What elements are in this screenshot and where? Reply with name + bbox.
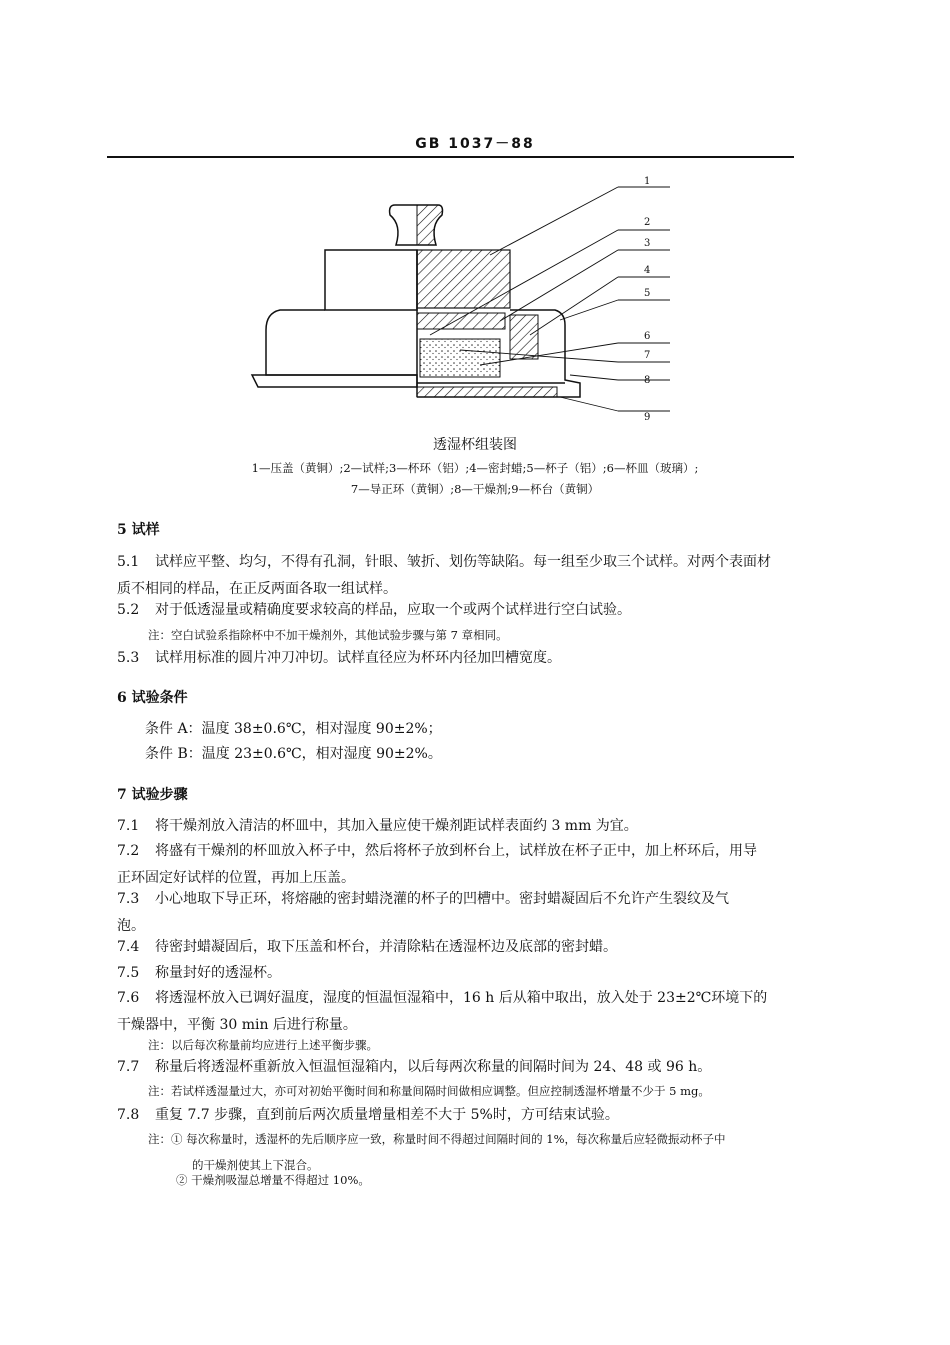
paragraph-7-4 [117, 934, 807, 961]
callout-5: 5 [644, 288, 651, 299]
clause-text: 对于低透湿量或精确度要求较高的样品，应取一个或两个试样进行空白试验。 [155, 602, 631, 618]
paragraph-5-3 [117, 645, 807, 672]
clause-number: 7.4 [117, 939, 140, 955]
standard-header: GB 1037－88 [415, 136, 535, 152]
section-6-title: 6 试验条件 [117, 690, 188, 706]
paragraph-7-7 [117, 1054, 807, 1081]
note-7-7: 注：若试样透湿量过大，亦可对初始平衡时间和称量间隔时间做相应调整。但应控制透湿杯增量不少于 5 mg。 [148, 1084, 710, 1098]
desiccant-section [420, 339, 500, 377]
wax-section [510, 315, 538, 359]
clause-number: 7.8 [117, 1107, 140, 1123]
note-text-cont: 的干燥剂使其上下混合。 [192, 1158, 319, 1172]
callout-4: 4 [644, 265, 651, 276]
clause-text: 将盛有干燥剂的杯皿放入杯子中，然后将杯子放到杯台上，试样放在杯子正中，加上杯环后，用导 [155, 843, 757, 859]
cup-assembly-figure [230, 175, 700, 423]
callout-7: 7 [644, 350, 651, 361]
clause-text: 将干燥剂放入清洁的杯皿中，其加入量应使干燥剂距试样表面约 3 mm 为宜。 [155, 818, 638, 834]
clause-number: 7.5 [117, 965, 140, 981]
paragraph-7-1 [117, 813, 807, 840]
note-7-6: 注：以后每次称量前均应进行上述平衡步骤。 [148, 1038, 378, 1052]
ring-section [417, 313, 505, 329]
callout-6: 6 [644, 331, 651, 342]
paragraph-7-3 [117, 886, 807, 940]
clause-text: 小心地取下导正环，将熔融的密封蜡浇灌的杯子的凹槽中。密封蜡凝固后不允许产生裂纹及气 [155, 891, 729, 907]
note-5-2: 注：空白试验系指除杯中不加干燥剂外，其他试验步骤与第 7 章相同。 [148, 628, 508, 642]
clause-number: 5.2 [117, 602, 140, 618]
condition-a: 条件 A：温度 38±0.6℃，相对湿度 90±2%； [145, 721, 442, 737]
clause-number: 7.1 [117, 818, 140, 834]
clause-text: 称量后将透湿杯重新放入恒温恒湿箱内，以后每两次称量的间隔时间为 24、48 或 96 h。 [155, 1059, 712, 1075]
paragraph-5-2 [117, 597, 807, 624]
clause-number: 5.1 [117, 554, 140, 570]
paragraph-5-1 [117, 549, 807, 603]
clause-text: 试样用标准的圆片冲刀冲切。试样直径应为杯环内径加凹槽宽度。 [155, 650, 561, 666]
figure-caption: 透湿杯组装图 [433, 437, 517, 453]
callout-3: 3 [644, 238, 651, 249]
section-7-title: 7 试验步骤 [117, 787, 188, 803]
callout-1: 1 [644, 176, 651, 187]
note-text: 注：① 每次称量时，透湿杯的先后顺序应一致，称量时间不得超过间隔时间的 1%，每次称量后应轻微振动杯子中 [148, 1132, 726, 1146]
knob-section [417, 205, 443, 245]
figure-legend-line-2: 7—导正环（黄铜）;8—干燥剂;9—杯台（黄铜） [350, 482, 600, 496]
clause-number: 5.3 [117, 650, 140, 666]
lid-section [417, 250, 510, 308]
clause-number: 7.2 [117, 843, 140, 859]
callout-8: 8 [644, 375, 651, 386]
clause-text: 待密封蜡凝固后，取下压盖和杯台，并清除粘在透湿杯边及底部的密封蜡。 [155, 939, 617, 955]
clause-number: 7.6 [117, 990, 140, 1006]
callout-9: 9 [644, 412, 651, 423]
clause-text: 试样应平整、均匀，不得有孔洞，针眼、皱折、划伤等缺陷。每一组至少取三个试样。对两个表面材 [155, 554, 771, 570]
condition-b: 条件 B：温度 23±0.6℃，相对湿度 90±2%。 [145, 746, 442, 762]
clause-text-cont: 正环固定好试样的位置，再加上压盖。 [117, 870, 355, 886]
figure-legend-line-1: 1—压盖（黄铜）;2—试样;3—杯环（铝）;4—密封蜡;5—杯子（铝）;6—杯皿（玻璃）; [251, 461, 699, 475]
clause-text: 将透湿杯放入已调好温度，湿度的恒温恒湿箱中，16 h 后从箱中取出，放入处于 23±2℃环境下的 [155, 990, 768, 1006]
base-section [417, 387, 557, 397]
paragraph-7-5 [117, 960, 807, 987]
clause-text: 重复 7.7 步骤，直到前后两次质量增量相差不大于 5%时，方可结束试验。 [155, 1107, 619, 1123]
callout-2: 2 [644, 217, 651, 228]
clause-text-cont: 质不相同的样品，在正反两面各取一组试样。 [117, 581, 397, 597]
note-7-8-2: ② 干燥剂吸湿总增量不得超过 10%。 [176, 1173, 370, 1187]
clause-text-cont: 泡。 [117, 918, 145, 934]
clause-text-cont: 干燥器中，平衡 30 min 后进行称量。 [117, 1017, 357, 1033]
paragraph-7-8 [117, 1102, 807, 1129]
header-rule [107, 156, 794, 158]
clause-text: 称量封好的透湿杯。 [155, 965, 281, 981]
paragraph-7-6 [117, 985, 807, 1039]
section-5-title: 5 试样 [117, 522, 160, 538]
paragraph-7-2 [117, 838, 807, 892]
clause-number: 7.3 [117, 891, 140, 907]
clause-number: 7.7 [117, 1059, 140, 1075]
